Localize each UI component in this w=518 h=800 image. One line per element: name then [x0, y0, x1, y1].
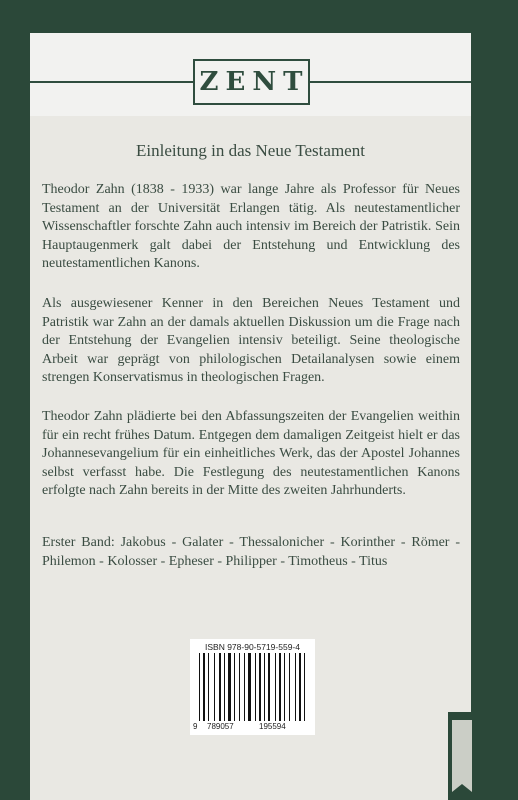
barcode-digit-first: 9	[193, 722, 198, 731]
barcode-bar	[304, 653, 305, 721]
barcode-bar	[248, 653, 251, 721]
corner-ribbon	[448, 712, 476, 800]
publisher-logo-text: ZENT	[199, 67, 310, 97]
barcode-bar	[241, 653, 243, 721]
contents-list: Erster Band: Jakobus - Galater - Thessalonicher - Korinther - Römer - Philemon - Kolosser - Epheser - Philipper - Timotheus - Titus	[42, 535, 460, 569]
barcode-bar	[271, 653, 274, 721]
barcode-bar	[257, 653, 258, 721]
description-paragraph-2: Als ausgewiesener Kenner in den Bereichen Neues Testament und Patristik war Zahn an der damals aktuellen Diskussion um die Frage nach der Entstehung der Evangelien intensiv beteiligt. Seine theologische Arbeit war geprägt von philologischen Detailanalysen sowie einem strengen Konservatismus in theologischen Fragen.	[42, 296, 460, 385]
barcode-bar	[295, 653, 296, 721]
barcode-bar	[214, 653, 215, 721]
barcode-bar	[279, 653, 281, 721]
header-rule-left	[30, 81, 193, 83]
barcode-bar	[232, 653, 233, 721]
header-rule-right	[310, 81, 471, 83]
barcode-bar	[226, 653, 227, 721]
barcode-bar	[236, 653, 238, 721]
barcode-bar	[259, 653, 261, 721]
barcode-bar	[262, 653, 263, 721]
barcode-bar	[199, 653, 200, 721]
publisher-logo	[193, 59, 310, 105]
barcode-bar	[289, 653, 290, 721]
barcode-bars	[199, 653, 309, 721]
barcode-bar	[244, 653, 245, 721]
barcode-bar	[239, 653, 240, 721]
barcode-digit-group-1: 789057	[207, 722, 234, 731]
book-title: Einleitung in das Neue Testament	[136, 141, 365, 160]
barcode-bar	[206, 653, 207, 721]
header-band	[30, 33, 471, 116]
description-paragraph-3: Theodor Zahn plädierte bei den Abfassungszeiten der Evangelien weithin für ein recht frühes Datum. Entgegen dem damaligen Zeitgeist hielt er das Johannesevangelium für ein einheitliches Werk, das der Apostel Johannes selbst verfasst habe. Die Festlegung des neutestamentlichen Kanons erfolgte nach Zahn bereits in der Mitte des zweiten Jahrhunderts.	[42, 409, 460, 498]
barcode-bar	[266, 653, 267, 721]
barcode-bar	[224, 653, 225, 721]
barcode-bar	[216, 653, 218, 721]
barcode-digit-group-2: 195594	[259, 722, 286, 731]
barcode-bar	[282, 653, 283, 721]
barcode-bar	[203, 653, 205, 721]
barcode-bar	[291, 653, 294, 721]
barcode-bar	[302, 653, 303, 721]
barcode-bar	[210, 653, 213, 721]
barcode-bar	[264, 653, 265, 721]
back-cover-panel	[30, 33, 471, 800]
barcode-bar	[299, 653, 301, 721]
barcode-bar	[252, 653, 254, 721]
barcode-bar	[306, 653, 308, 721]
barcode-bar	[219, 653, 221, 721]
barcode-bar	[255, 653, 256, 721]
barcode-bar	[208, 653, 209, 721]
barcode-bar	[228, 653, 231, 721]
barcode-bar	[286, 653, 288, 721]
isbn-label: ISBN 978-90-5719-559-4	[205, 642, 300, 652]
isbn-barcode	[190, 639, 315, 735]
barcode-bar	[277, 653, 278, 721]
barcode-bar	[275, 653, 276, 721]
barcode-bar	[246, 653, 247, 721]
barcode-bar	[222, 653, 223, 721]
barcode-bar	[201, 653, 202, 721]
barcode-bar	[284, 653, 285, 721]
barcode-bar	[268, 653, 270, 721]
barcode-bar	[234, 653, 235, 721]
barcode-bar	[297, 653, 298, 721]
description-paragraph-1: Theodor Zahn (1838 - 1933) war lange Jahre als Professor für Neues Testament an der Universität Erlangen tätig. Als neutestamentlicher Wissenschaftler forschte Zahn auch intensiv im Bereich der Patristik. Sein Hauptaugenmerk galt dabei der Entstehung und Entwicklung des neutestamentlichen Kanons.	[42, 182, 460, 271]
